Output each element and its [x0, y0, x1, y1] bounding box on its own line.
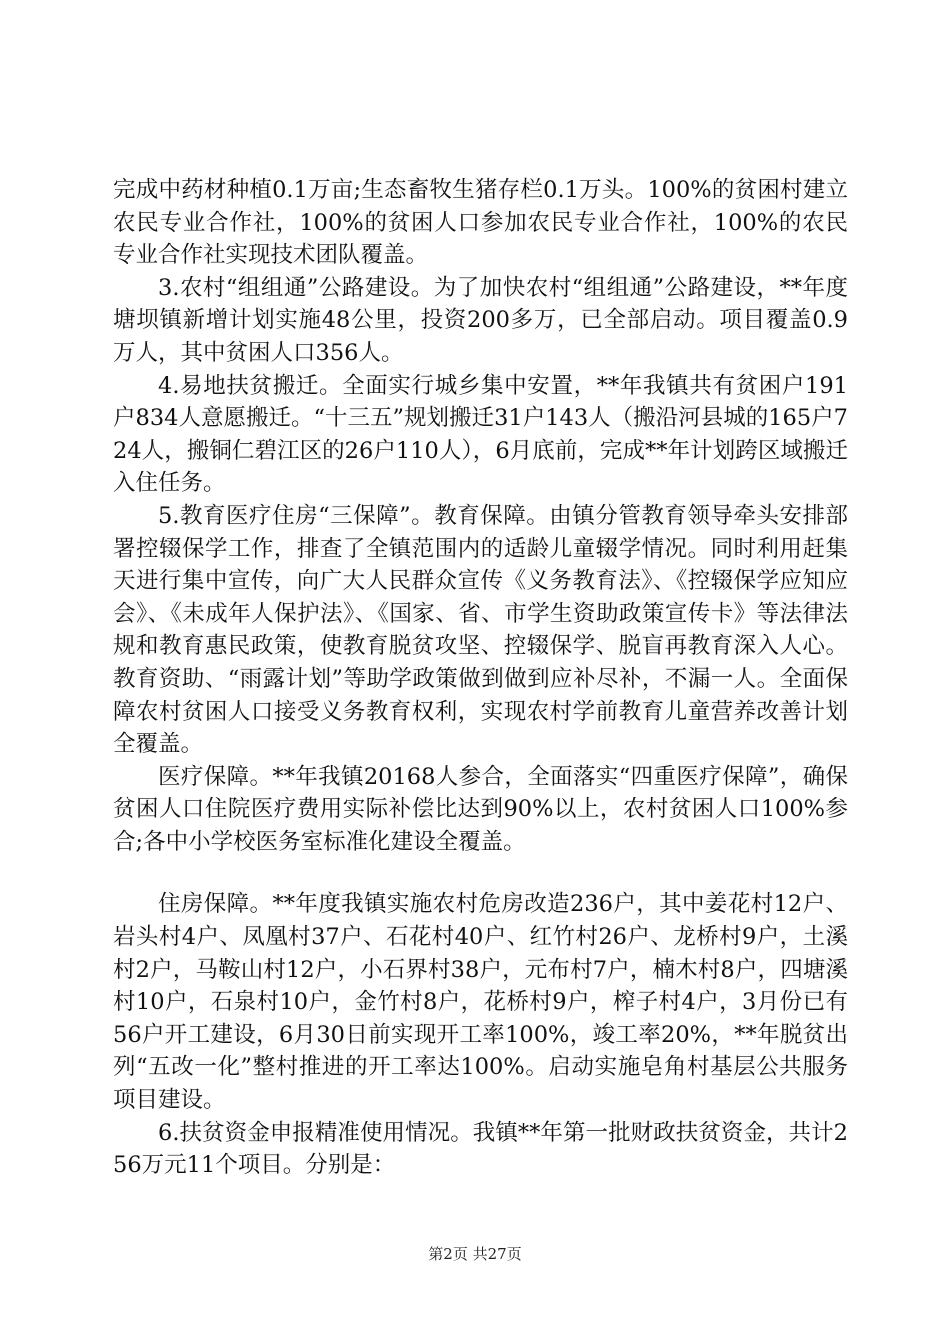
paragraph-rural-roads: 3.农村“组组通”公路建设。为了加快农村“组组通”公路建设，**年度塘坝镇新增计划实施48公里，投资200多万，已全部启动。项目覆盖0.9万人，其中贫困人口356人。	[113, 274, 848, 366]
paragraph-funds: 6.扶贫资金申报精准使用情况。我镇**年第一批财政扶贫资金，共计256万元11个项目。分别是：	[113, 1119, 848, 1179]
paragraph-housing: 住房保障。**年度我镇实施农村危房改造236户，其中姜花村12户、岩头村4户、凤凰村37户、石花村40户、红竹村26户、龙桥村9户，土溪村2户，马鞍山村12户，小石界村38户，元布村7户，楠木村8户，四塘溪村10户，石泉村10户，金竹村8户，花桥村9户，榨子村4户，3月份已有56户开工建设，6月30日前实现开工率100%，竣工率20%，**年脱贫出列“五改一化”整村推进的开工率达100%。启动实施皂角村基层公共服务项目建设。	[113, 891, 848, 1114]
paragraph-medical: 医疗保障。**年我镇20168人参合，全面落实“四重医疗保障”，确保贫困人口住院医疗费用实际补偿比达到90%以上，农村贫困人口100%参合;各中小学校医务室标准化建设全覆盖。	[113, 763, 848, 855]
paragraph-continuation: 完成中药材种植0.1万亩;生态畜牧生猪存栏0.1万头。100%的贫困村建立农民专业合作社，100%的贫困人口参加农民专业合作社，100%的农民专业合作社实现技术团队覆盖。	[113, 177, 848, 269]
document-body	[113, 174, 848, 1182]
paragraph-relocation: 4.易地扶贫搬迁。全面实行城乡集中安置，**年我镇共有贫困户191户834人意愿搬迁。“十三五”规划搬迁31户143人（搬沿河县城的165户724人，搬铜仁碧江区的26户110人），6月底前，完成**年计划跨区域搬迁入住任务。	[113, 372, 848, 497]
page-footer: 第2页 共27页	[428, 1245, 522, 1263]
paragraph-three-guarantees: 5.教育医疗住房“三保障”。教育保障。由镇分管教育领导牵头安排部署控辍保学工作，排查了全镇范围内的适龄儿童辍学情况。同时利用赶集天进行集中宣传，向广大人民群众宣传《义务教育法》、《控辍保学应知应会》、《未成年人保护法》、《国家、省、市学生资助政策宣传卡》等法律法规和教育惠民政策，使教育脱贫攻坚、控辍保学、脱盲再教育深入人心。教育资助、“雨露计划”等助学政策做到做到应补尽补，不漏一人。全面保障农村贫困人口接受义务教育权利，实现农村学前教育儿童营养改善计划全覆盖。	[113, 502, 848, 758]
